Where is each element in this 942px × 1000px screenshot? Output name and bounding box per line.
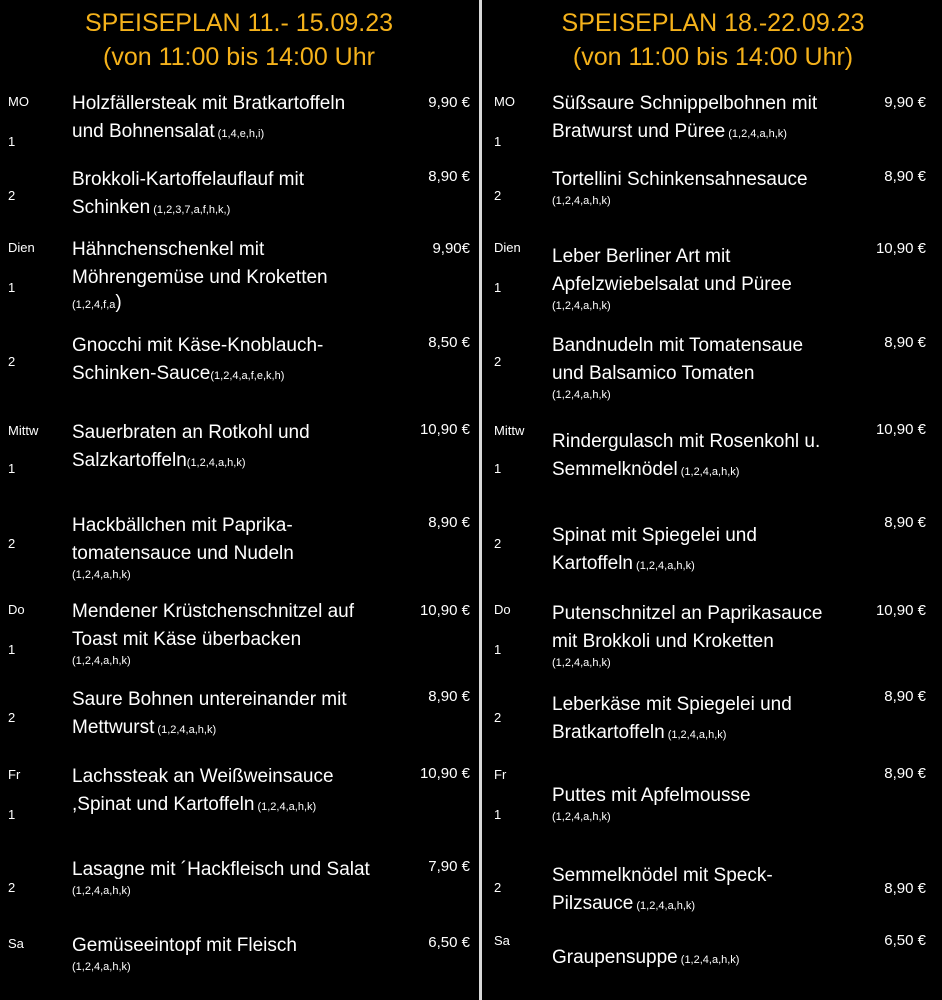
- dish-name: Sauerbraten an Rotkohl und Salzkartoffeln(1,2,4,a,h,k): [72, 422, 310, 471]
- dish-number: 2: [494, 710, 502, 725]
- dish-name: Mendener Krüstchenschnitzel auf Toast mit Käse überbacken (1,2,4,a,h,k): [72, 601, 354, 667]
- allergen-codes: (1,2,4,a,h,k): [664, 729, 727, 741]
- price: 8,90 €: [884, 688, 926, 705]
- day-label: Dien: [8, 240, 35, 255]
- dish-number: 1: [8, 642, 16, 657]
- day-label: Do: [8, 602, 25, 617]
- dish-number: 1: [494, 642, 502, 657]
- dish-number: 1: [494, 807, 502, 822]
- dish-number: 2: [8, 536, 16, 551]
- allergen-codes: (1,2,4,a,h,k): [552, 657, 611, 669]
- dish-name: Rindergulasch mit Rosenkohl u. Semmelknödel (1,2,4,a,h,k): [552, 431, 821, 480]
- price: 8,90 €: [884, 765, 926, 782]
- dish-name: Semmelknödel mit Speck- Pilzsauce (1,2,4,a,h,k): [552, 865, 773, 914]
- day-label: Sa: [8, 936, 24, 951]
- allergen-codes: (1,2,4,a,h,k): [552, 300, 611, 312]
- price: 10,90 €: [875, 421, 926, 438]
- price: 8,90 €: [428, 514, 470, 531]
- price: 8,90 €: [428, 688, 470, 705]
- dish-number: 2: [494, 188, 502, 203]
- dish-number: 1: [494, 280, 502, 295]
- menu-title: SPEISEPLAN 18.-22.09.23: [561, 9, 865, 37]
- menu-week-2: [484, 0, 942, 1000]
- dish-number: 2: [494, 880, 502, 895]
- dish-number: 1: [8, 461, 16, 476]
- price: 9,90 €: [428, 94, 470, 111]
- allergen-codes: (1,2,4,a,h,k): [632, 560, 695, 572]
- dish-number: 1: [494, 134, 502, 149]
- day-label: Fr: [494, 767, 507, 782]
- price: 7,90 €: [428, 858, 470, 875]
- allergen-codes: (1,2,4,a,h,k): [552, 389, 611, 401]
- menu-header: [484, 6, 942, 74]
- price: 6,50 €: [428, 934, 470, 951]
- allergen-codes: (1,2,4,a,h,k): [72, 655, 131, 667]
- dish-name: Leberkäse mit Spiegelei und Bratkartoffeln (1,2,4,a,h,k): [552, 694, 792, 743]
- price: 6,50 €: [884, 932, 926, 949]
- dish-number: 2: [8, 880, 16, 895]
- dish-number: 1: [8, 807, 16, 822]
- allergen-codes: (1,2,3,7,a,f,h,k,): [150, 204, 231, 216]
- dish-number: 2: [8, 188, 16, 203]
- price: 10,90 €: [419, 765, 470, 782]
- dish-name: Brokkoli-Kartoffelauflauf mit Schinken (1,2,3,7,a,f,h,k,): [72, 169, 304, 218]
- day-label: Sa: [494, 933, 510, 948]
- dish-number: 2: [494, 354, 502, 369]
- price: 9,90€: [432, 240, 470, 257]
- allergen-codes: (1,2,4,a,h,k): [725, 128, 787, 140]
- dish-name: Putenschnitzel an Paprikasauce mit Brokkoli und Kroketten (1,2,4,a,h,k): [552, 603, 823, 669]
- menu-title: SPEISEPLAN 11.- 15.09.23: [84, 9, 394, 37]
- price: 10,90 €: [875, 602, 926, 619]
- price: 8,90 €: [428, 168, 470, 185]
- dish-name: Gemüseeintopf mit Fleisch (1,2,4,a,h,k): [72, 935, 297, 973]
- dish-name: Puttes mit Apfelmousse (1,2,4,a,h,k): [552, 785, 751, 823]
- day-label: MO: [8, 94, 29, 109]
- dish-name: Graupensuppe (1,2,4,a,h,k): [552, 947, 740, 968]
- price: 9,90 €: [884, 94, 926, 111]
- dish-number: 1: [494, 461, 502, 476]
- dish-name: Lachssteak an Weißweinsauce ,Spinat und Kartoffeln (1,2,4,a,h,k): [72, 766, 334, 815]
- day-label: MO: [494, 94, 515, 109]
- price: 10,90 €: [419, 602, 470, 619]
- allergen-codes: (1,2,4,a,h,k): [72, 885, 131, 897]
- allergen-codes: (1,2,4,a,h,k): [677, 466, 740, 478]
- price: 10,90 €: [419, 421, 470, 438]
- day-label: Do: [494, 602, 511, 617]
- day-label: Mittw: [8, 423, 39, 438]
- allergen-codes: (1,2,4,a,h,k): [72, 961, 131, 973]
- allergen-codes: (1,2,4,a,h,k): [552, 811, 611, 823]
- allergen-codes: (1,2,4,a,h,k): [552, 195, 611, 207]
- dish-name: Süßsaure Schnippelbohnen mit Bratwurst und Püree (1,2,4,a,h,k): [552, 93, 818, 142]
- allergen-codes: (1,2,4,a,h,k): [72, 569, 131, 581]
- price: 8,90 €: [884, 334, 926, 351]
- menu-header: [0, 6, 478, 74]
- allergen-codes: (1,2,4,a,h,k): [633, 900, 696, 912]
- dish-name: Leber Berliner Art mit Apfelzwiebelsalat und Püree (1,2,4,a,h,k): [552, 246, 792, 312]
- dish-name: Gnocchi mit Käse-Knoblauch- Schinken-Sauce(1,2,4,a,f,e,k,h): [72, 335, 324, 384]
- dish-name: Hackbällchen mit Paprika- tomatensauce und Nudeln (1,2,4,a,h,k): [72, 515, 294, 581]
- price: 10,90 €: [875, 240, 926, 257]
- allergen-codes: (1,2,4,f,a: [72, 299, 116, 311]
- day-label: Fr: [8, 767, 21, 782]
- dish-number: 2: [494, 536, 502, 551]
- day-label: Mittw: [494, 423, 525, 438]
- allergen-codes: (1,2,4,a,h,k): [254, 801, 317, 813]
- dish-number: 2: [8, 710, 16, 725]
- dish-name: Holzfällersteak mit Bratkartoffeln und Bohnensalat (1,4,e,h,i): [72, 93, 346, 142]
- allergen-codes: (1,2,4,a,h,k): [186, 457, 246, 469]
- price: 8,90 €: [884, 514, 926, 531]
- menu-hours: (von 11:00 bis 14:00 Uhr): [572, 43, 854, 71]
- menu-hours: (von 11:00 bis 14:00 Uhr: [103, 43, 375, 71]
- price: 8,50 €: [428, 334, 470, 351]
- dish-name: Spinat mit Spiegelei und Kartoffeln (1,2,4,a,h,k): [552, 525, 757, 574]
- day-label: Dien: [494, 240, 521, 255]
- allergen-codes: (1,2,4,a,h,k): [154, 724, 217, 736]
- allergen-codes: (1,2,4,a,h,k): [677, 954, 740, 966]
- allergen-codes: (1,2,4,a,f,e,k,h): [210, 370, 285, 382]
- dish-name: Hähnchenschenkel mit Möhrengemüse und Kroketten (1,2,4,f,a): [72, 239, 328, 313]
- dish-name: Bandnudeln mit Tomatensaue und Balsamico Tomaten (1,2,4,a,h,k): [552, 335, 804, 401]
- dish-number: 2: [8, 354, 16, 369]
- price: 8,90 €: [884, 880, 926, 897]
- allergen-codes: (1,4,e,h,i): [214, 128, 265, 140]
- dish-number: 1: [8, 134, 16, 149]
- dish-number: 1: [8, 280, 16, 295]
- dish-name: Saure Bohnen untereinander mit Mettwurst (1,2,4,a,h,k): [72, 689, 347, 738]
- dish-name: Lasagne mit ´Hackfleisch und Salat (1,2,4,a,h,k): [72, 859, 370, 897]
- column-divider: [479, 0, 482, 1000]
- price: 8,90 €: [884, 168, 926, 185]
- dish-name: Tortellini Schinkensahnesauce (1,2,4,a,h,k): [552, 169, 808, 207]
